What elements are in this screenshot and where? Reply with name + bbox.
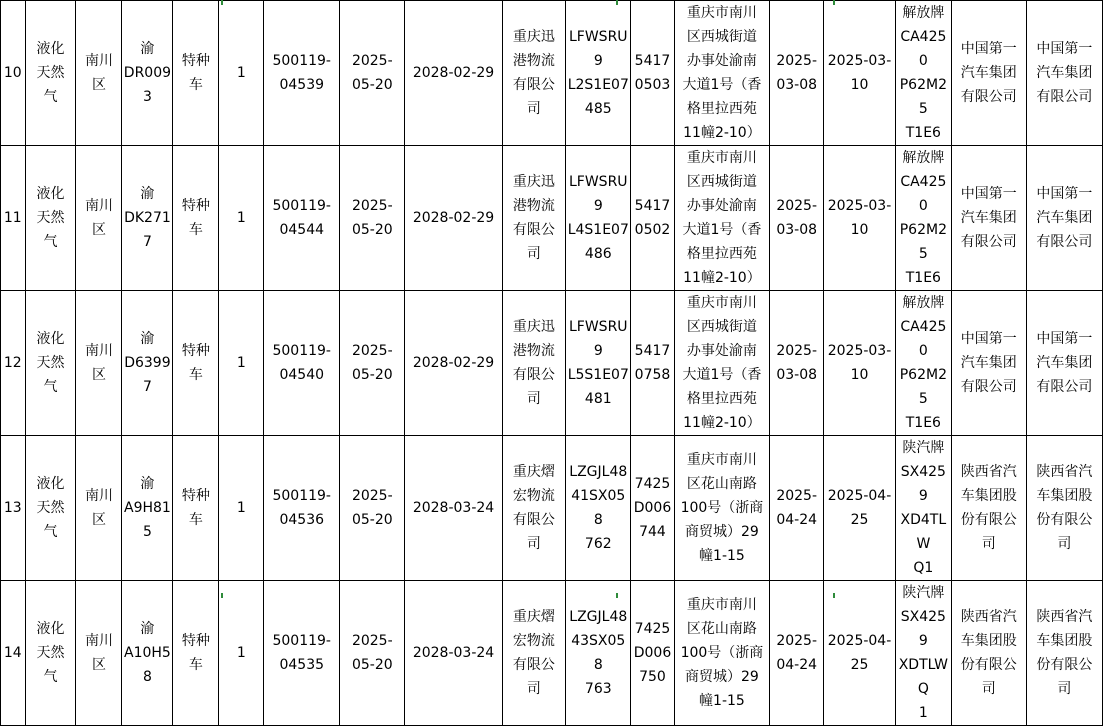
producer-cell[interactable]: 陕西省汽 车集团股 份有限公 司	[1026, 581, 1102, 726]
register-date-cell[interactable]: 2025- 04-24	[770, 436, 824, 581]
vehicle-type-cell[interactable]: 特种 车	[173, 146, 219, 291]
permit-code-cell[interactable]: 500119- 04535	[264, 581, 340, 726]
producer-cell[interactable]: 中国第一 汽车集团 有限公司	[1026, 146, 1102, 291]
vehicle-type-cell[interactable]: 特种 车	[173, 436, 219, 581]
company-name-cell[interactable]: 重庆熠 宏物流 有限公 司	[502, 436, 565, 581]
inspect-date-cell[interactable]: 2025-03- 10	[823, 146, 895, 291]
fuel-type-cell[interactable]: 液化 天然 气	[25, 436, 76, 581]
expiry-date-cell[interactable]: 2028-02-29	[405, 146, 502, 291]
row-index[interactable]: 14	[1, 581, 26, 726]
inspect-date-cell[interactable]: 2025-04- 25	[823, 581, 895, 726]
vin-cell[interactable]: LFWSRU9 L4S1E07 486	[566, 146, 631, 291]
maker-cell[interactable]: 中国第一 汽车集团 有限公司	[951, 291, 1026, 436]
table-row	[1, 1, 1103, 146]
expiry-date-cell[interactable]: 2028-03-24	[405, 436, 502, 581]
district-cell[interactable]: 南川 区	[76, 436, 122, 581]
maker-cell[interactable]: 陕西省汽 车集团股 份有限公 司	[951, 436, 1026, 581]
issue-date-cell[interactable]: 2025- 05-20	[340, 291, 405, 436]
expiry-date-cell[interactable]: 2028-02-29	[405, 291, 502, 436]
fuel-type-cell[interactable]: 液化 天然 气	[25, 581, 76, 726]
register-date-cell[interactable]: 2025- 03-08	[770, 146, 824, 291]
cell-marker-top	[221, 0, 223, 5]
issue-date-cell[interactable]: 2025- 05-20	[340, 581, 405, 726]
inspect-date-cell[interactable]: 2025-03- 10	[823, 291, 895, 436]
plate-number-cell[interactable]: 渝 DR009 3	[122, 1, 173, 146]
district-cell[interactable]: 南川 区	[76, 291, 122, 436]
quantity-cell[interactable]: 1	[219, 146, 264, 291]
address-cell[interactable]: 重庆市南川 区西城街道 办事处渝南 大道1号（香 格里拉西苑 11幢2-10）	[674, 291, 770, 436]
producer-cell[interactable]: 中国第一 汽车集团 有限公司	[1026, 1, 1102, 146]
quantity-cell[interactable]: 1	[219, 436, 264, 581]
quantity-cell[interactable]: 1	[219, 291, 264, 436]
fuel-type-cell[interactable]: 液化 天然 气	[25, 146, 76, 291]
plate-number-cell[interactable]: 渝 DK271 7	[122, 146, 173, 291]
quantity-cell[interactable]: 1	[219, 1, 264, 146]
row-index[interactable]: 12	[1, 291, 26, 436]
district-cell[interactable]: 南川 区	[76, 146, 122, 291]
inspect-date-cell[interactable]: 2025-03- 10	[823, 1, 895, 146]
row-index[interactable]: 11	[1, 146, 26, 291]
vehicle-type-cell[interactable]: 特种 车	[173, 581, 219, 726]
expiry-date-cell[interactable]: 2028-02-29	[405, 1, 502, 146]
issue-date-cell[interactable]: 2025- 05-20	[340, 146, 405, 291]
vin-cell[interactable]: LZGJL48 43SX058 763	[566, 581, 631, 726]
fuel-type-cell[interactable]: 液化 天然 气	[25, 1, 76, 146]
plate-number-cell[interactable]: 渝 A10H5 8	[122, 581, 173, 726]
permit-code-cell[interactable]: 500119- 04536	[264, 436, 340, 581]
register-date-cell[interactable]: 2025- 03-08	[770, 291, 824, 436]
maker-cell[interactable]: 陕西省汽 车集团股 份有限公 司	[951, 581, 1026, 726]
engine-number-cell[interactable]: 7425 D006 750	[631, 581, 674, 726]
district-cell[interactable]: 南川 区	[76, 581, 122, 726]
model-cell[interactable]: 陕汽牌 SX4259 XD4TLW Q1	[896, 436, 952, 581]
register-date-cell[interactable]: 2025- 04-24	[770, 581, 824, 726]
vin-cell[interactable]: LFWSRU9 L2S1E07 485	[566, 1, 631, 146]
permit-code-cell[interactable]: 500119- 04539	[264, 1, 340, 146]
permit-code-cell[interactable]: 500119- 04540	[264, 291, 340, 436]
address-cell[interactable]: 重庆市南川 区西城街道 办事处渝南 大道1号（香 格里拉西苑 11幢2-10）	[674, 146, 770, 291]
inspect-date-cell[interactable]: 2025-04- 25	[823, 436, 895, 581]
cell-marker-top	[833, 0, 835, 5]
cell-marker-bottom	[616, 593, 618, 598]
address-cell[interactable]: 重庆市南川 区花山南路 100号（浙商 商贸城）29 幢1-15	[674, 581, 770, 726]
model-cell[interactable]: 陕汽牌 SX4259 XDTLWQ 1	[896, 581, 952, 726]
engine-number-cell[interactable]: 5417 0758	[631, 291, 674, 436]
plate-number-cell[interactable]: 渝 A9H81 5	[122, 436, 173, 581]
maker-cell[interactable]: 中国第一 汽车集团 有限公司	[951, 146, 1026, 291]
company-name-cell[interactable]: 重庆迅 港物流 有限公 司	[502, 146, 565, 291]
model-cell[interactable]: 解放牌 CA4250 P62M25 T1E6	[896, 291, 952, 436]
cell-marker-bottom	[833, 593, 835, 598]
company-name-cell[interactable]: 重庆熠 宏物流 有限公 司	[502, 581, 565, 726]
producer-cell[interactable]: 中国第一 汽车集团 有限公司	[1026, 291, 1102, 436]
table-row	[1, 581, 1103, 726]
producer-cell[interactable]: 陕西省汽 车集团股 份有限公 司	[1026, 436, 1102, 581]
issue-date-cell[interactable]: 2025- 05-20	[340, 436, 405, 581]
row-index[interactable]: 10	[1, 1, 26, 146]
engine-number-cell[interactable]: 7425 D006 744	[631, 436, 674, 581]
vehicle-type-cell[interactable]: 特种 车	[173, 291, 219, 436]
vin-cell[interactable]: LZGJL48 41SX058 762	[566, 436, 631, 581]
issue-date-cell[interactable]: 2025- 05-20	[340, 1, 405, 146]
address-cell[interactable]: 重庆市南川 区花山南路 100号（浙商 商贸城）29 幢1-15	[674, 436, 770, 581]
company-name-cell[interactable]: 重庆迅 港物流 有限公 司	[502, 291, 565, 436]
maker-cell[interactable]: 中国第一 汽车集团 有限公司	[951, 1, 1026, 146]
address-cell[interactable]: 重庆市南川 区西城街道 办事处渝南 大道1号（香 格里拉西苑 11幢2-10）	[674, 1, 770, 146]
cell-marker-top	[616, 0, 618, 5]
table-row	[1, 291, 1103, 436]
expiry-date-cell[interactable]: 2028-03-24	[405, 581, 502, 726]
model-cell[interactable]: 解放牌 CA4250 P62M25 T1E6	[896, 146, 952, 291]
cell-marker-bottom	[221, 593, 223, 598]
table-row	[1, 436, 1103, 581]
quantity-cell[interactable]: 1	[219, 581, 264, 726]
table-row	[1, 146, 1103, 291]
vehicle-type-cell[interactable]: 特种 车	[173, 1, 219, 146]
row-index[interactable]: 13	[1, 436, 26, 581]
engine-number-cell[interactable]: 5417 0503	[631, 1, 674, 146]
vin-cell[interactable]: LFWSRU9 L5S1E07 481	[566, 291, 631, 436]
plate-number-cell[interactable]: 渝 D6399 7	[122, 291, 173, 436]
permit-code-cell[interactable]: 500119- 04544	[264, 146, 340, 291]
register-date-cell[interactable]: 2025- 03-08	[770, 1, 824, 146]
district-cell[interactable]: 南川 区	[76, 1, 122, 146]
company-name-cell[interactable]: 重庆迅 港物流 有限公 司	[502, 1, 565, 146]
engine-number-cell[interactable]: 5417 0502	[631, 146, 674, 291]
fuel-type-cell[interactable]: 液化 天然 气	[25, 291, 76, 436]
model-cell[interactable]: 解放牌 CA4250 P62M25 T1E6	[896, 1, 952, 146]
